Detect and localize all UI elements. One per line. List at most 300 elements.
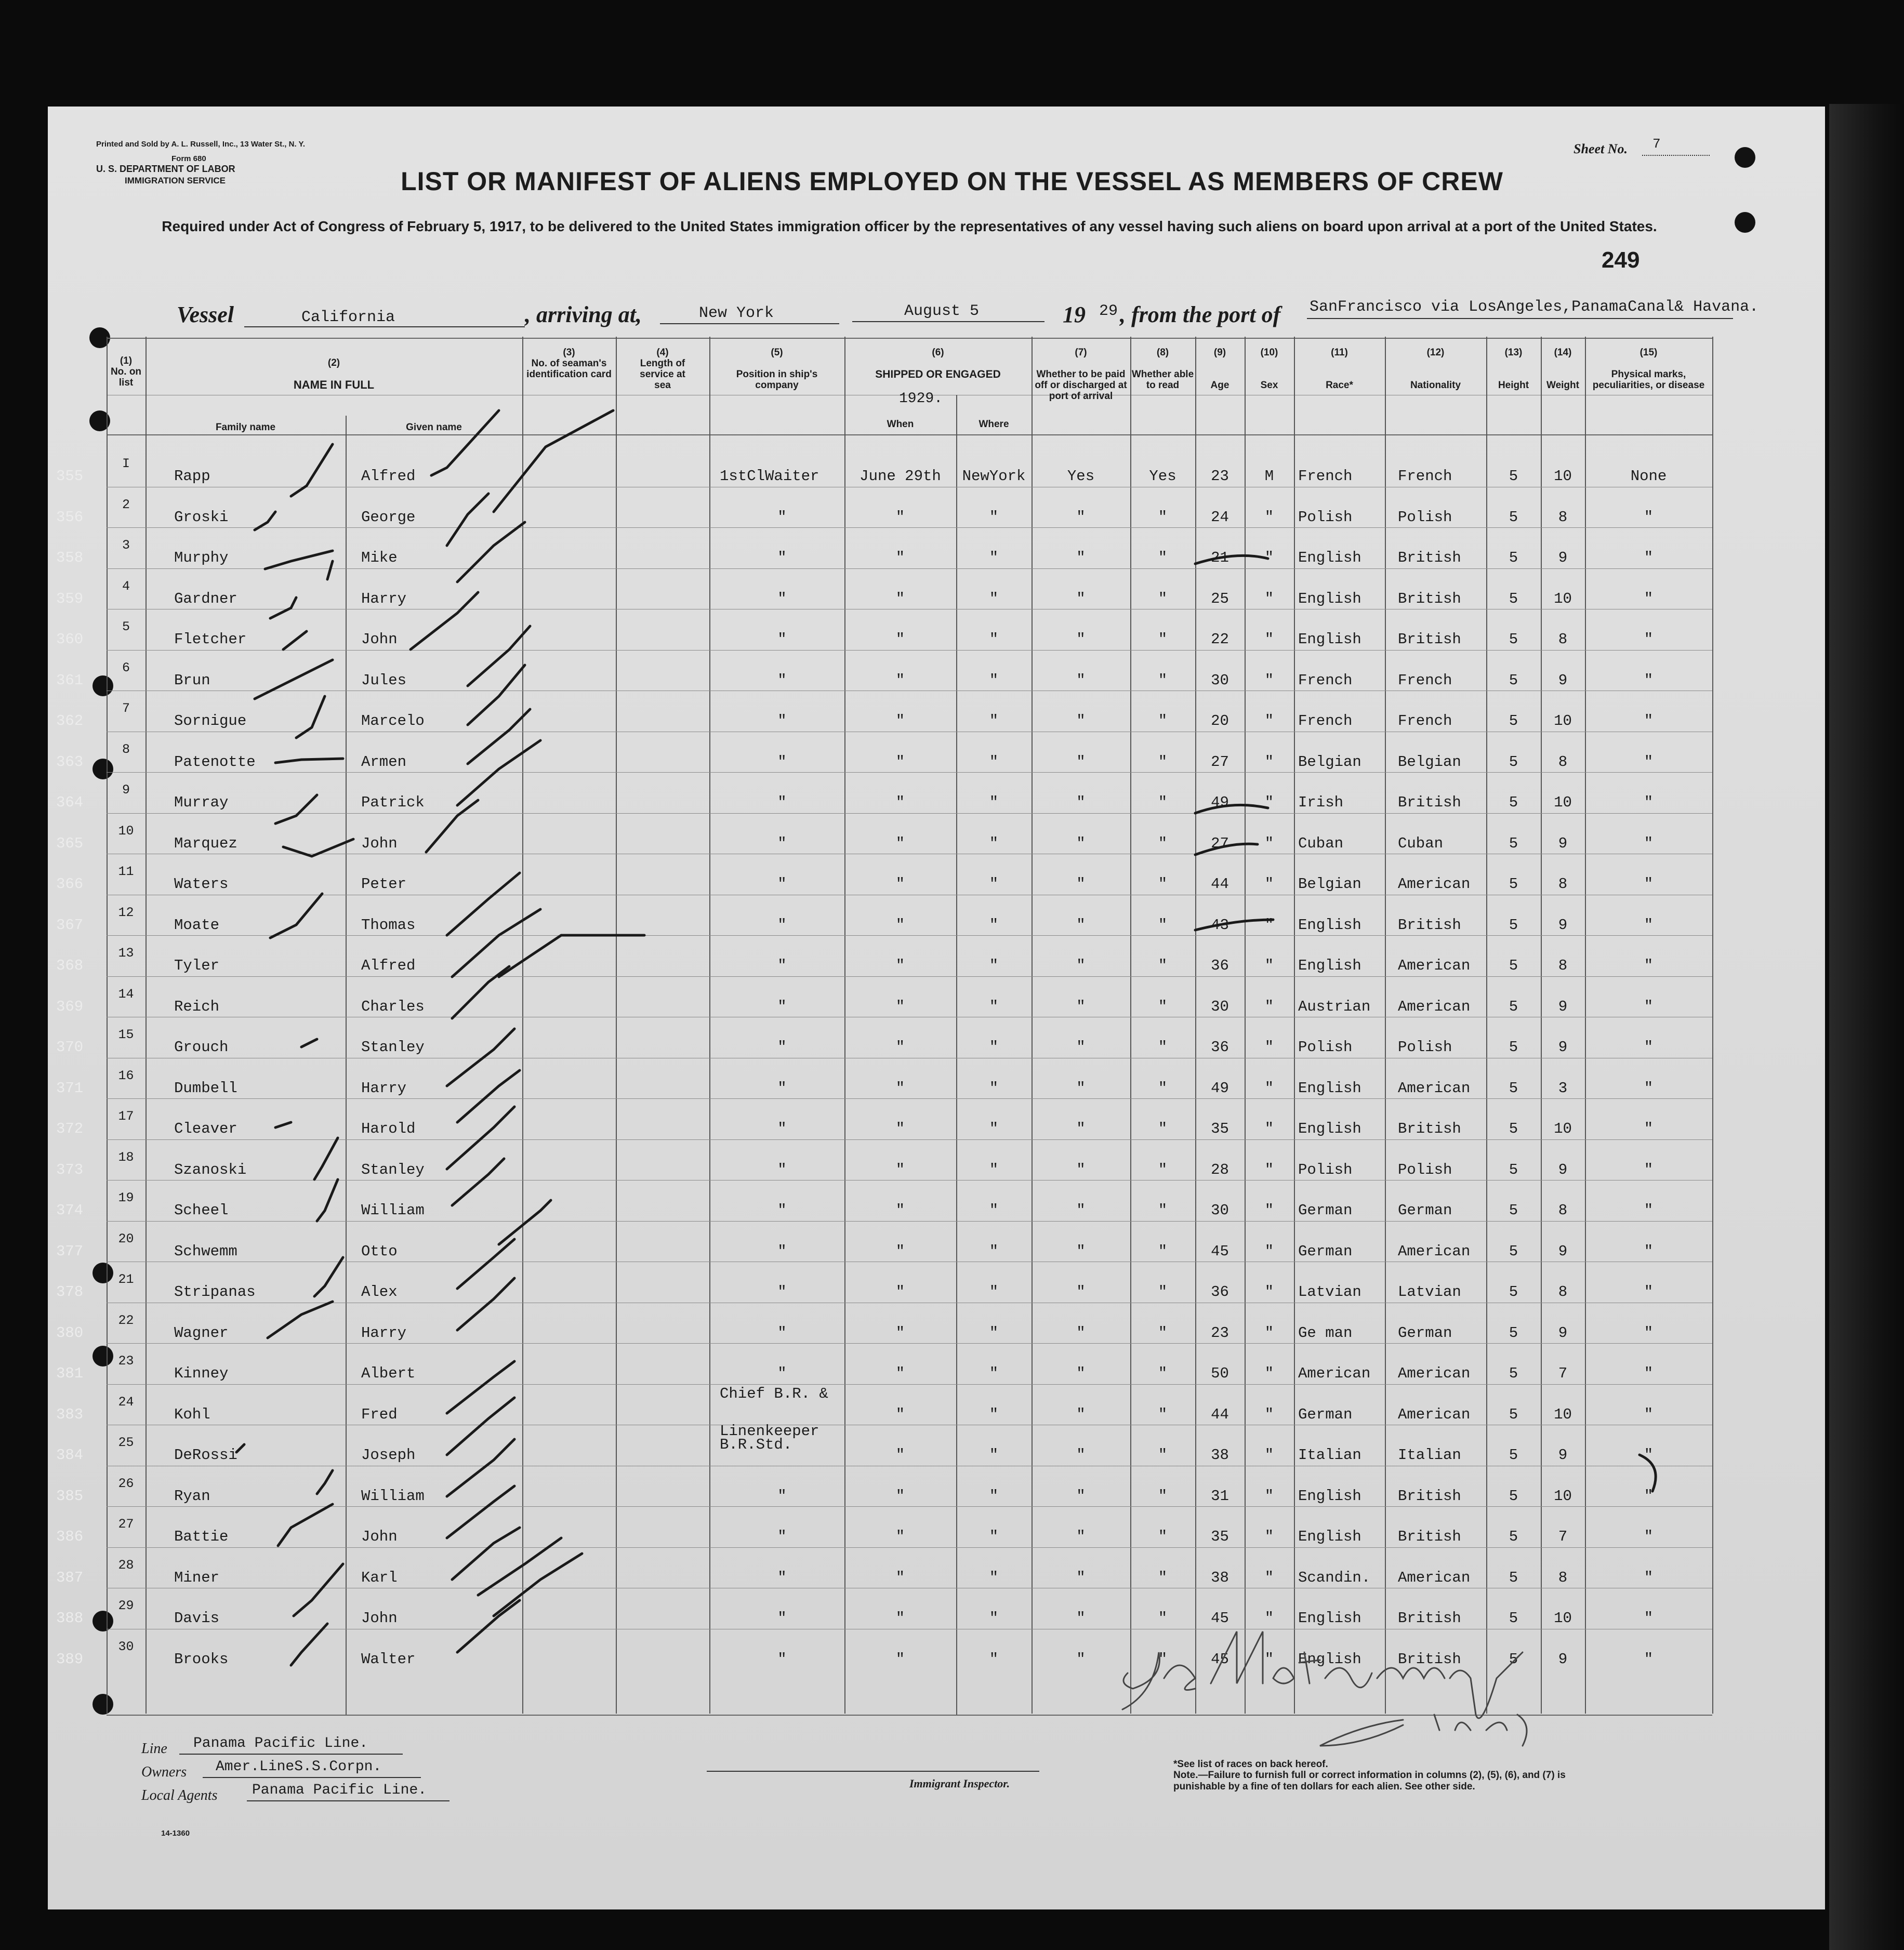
- row-17-family: Cleaver: [174, 1120, 237, 1137]
- row-10-height: 5: [1509, 835, 1518, 852]
- row-13-no: 13: [118, 946, 134, 961]
- row-3-read: ": [1158, 549, 1168, 566]
- row-6-when: ": [895, 672, 905, 689]
- row-4-position: ": [777, 590, 787, 607]
- row-8-where: ": [989, 753, 999, 771]
- check-mark: [275, 795, 317, 824]
- row-10-race: Cuban: [1298, 835, 1344, 852]
- row-5-where: ": [989, 631, 999, 648]
- row-24-read: ": [1158, 1406, 1168, 1423]
- row-19-position: ": [777, 1202, 787, 1219]
- row-20-given: Otto: [361, 1243, 398, 1260]
- row-4-family: Gardner: [174, 590, 237, 607]
- row-3-height: 5: [1509, 549, 1518, 566]
- row-9-when: ": [895, 794, 905, 811]
- footer-form-code: 14-1360: [161, 1829, 190, 1838]
- service-name: IMMIGRATION SERVICE: [125, 176, 226, 185]
- row-18-read: ": [1158, 1161, 1168, 1178]
- row-6-marks: ": [1644, 672, 1654, 689]
- row-2-height: 5: [1509, 509, 1518, 526]
- row-15-weight: 9: [1558, 1039, 1568, 1056]
- row-20-margin: 377: [56, 1243, 84, 1260]
- row-22-no: 22: [118, 1313, 134, 1328]
- row-9-paid: ": [1076, 794, 1086, 811]
- header-col3: (3) No. of seaman's identification card: [526, 347, 612, 380]
- check-mark: [236, 1444, 244, 1452]
- row-25-margin: 384: [56, 1447, 84, 1464]
- row-19-age: 30: [1211, 1202, 1229, 1219]
- row-22-where: ": [989, 1324, 999, 1342]
- row-1-no: I: [122, 456, 130, 471]
- row-25-weight: 9: [1558, 1447, 1568, 1464]
- row-1-given: Alfred: [361, 468, 416, 485]
- row-10-age: 27: [1211, 835, 1229, 852]
- row-21-given: Alex: [361, 1283, 398, 1301]
- row-3-weight: 9: [1558, 549, 1568, 566]
- row-27-family: Battie: [174, 1528, 229, 1545]
- row-4-when: ": [895, 590, 905, 607]
- row-10-position: ": [777, 835, 787, 852]
- row-29-marks: ": [1644, 1610, 1654, 1627]
- row-12-given: Thomas: [361, 917, 416, 934]
- row-10-when: ": [895, 835, 905, 852]
- row-8-margin: 363: [56, 753, 84, 771]
- row-19-race: German: [1298, 1202, 1353, 1219]
- check-mark: [457, 740, 540, 805]
- row-5-marks: ": [1644, 631, 1654, 648]
- row-10-read: ": [1158, 835, 1168, 852]
- row-7-position: ": [777, 712, 787, 729]
- row-5-age: 22: [1211, 631, 1229, 648]
- row-13-sex: ": [1264, 957, 1274, 974]
- row-14-nationality: American: [1398, 998, 1471, 1015]
- row-25-sex: ": [1264, 1447, 1274, 1464]
- row-5-weight: 8: [1558, 631, 1568, 648]
- row-27-age: 35: [1211, 1528, 1229, 1545]
- row-11-weight: 8: [1558, 875, 1568, 893]
- row-2-given: George: [361, 509, 416, 526]
- row-20-where: ": [989, 1243, 999, 1260]
- stamp-number: 249: [1602, 247, 1640, 273]
- row-16-given: Harry: [361, 1080, 407, 1097]
- row-4-given: Harry: [361, 590, 407, 607]
- row-29-race: English: [1298, 1610, 1361, 1627]
- row-7-where: ": [989, 712, 999, 729]
- row-30-read: ": [1158, 1651, 1168, 1668]
- row-17-read: ": [1158, 1120, 1168, 1137]
- row-17-height: 5: [1509, 1120, 1518, 1137]
- row-29-weight: 10: [1554, 1610, 1572, 1627]
- row-19-given: William: [361, 1202, 425, 1219]
- row-16-paid: ": [1076, 1080, 1086, 1097]
- row-16-where: ": [989, 1080, 999, 1097]
- row-19-margin: 374: [56, 1202, 84, 1219]
- row-23-marks: ": [1644, 1365, 1654, 1382]
- row-7-sex: ": [1264, 712, 1274, 729]
- row-12-sex: ": [1264, 917, 1274, 934]
- row-5-sex: ": [1264, 631, 1274, 648]
- row-24-when: ": [895, 1406, 905, 1423]
- row-3-paid: ": [1076, 549, 1086, 566]
- row-13-when: ": [895, 957, 905, 974]
- row-9-weight: 10: [1554, 794, 1572, 811]
- check-mark: [270, 894, 322, 938]
- row-24-given: Fred: [361, 1406, 398, 1423]
- row-28-marks: ": [1644, 1569, 1654, 1586]
- row-28-margin: 387: [56, 1569, 84, 1586]
- row-1-where: NewYork: [962, 468, 1026, 485]
- row-24-position-line2: Linenkeeper: [720, 1423, 819, 1440]
- printer-credit: Printed and Sold by A. L. Russell, Inc., 13 Water St., N. Y.: [96, 140, 306, 149]
- row-5-race: English: [1298, 631, 1361, 648]
- row-14-no: 14: [118, 987, 134, 1002]
- row-14-where: ": [989, 998, 999, 1015]
- row-14-weight: 9: [1558, 998, 1568, 1015]
- row-22-family: Wagner: [174, 1324, 229, 1342]
- row-2-paid: ": [1076, 509, 1086, 526]
- row-27-sex: ": [1264, 1528, 1274, 1545]
- row-24-sex: ": [1264, 1406, 1274, 1423]
- row-19-where: ": [989, 1202, 999, 1219]
- row-6-race: French: [1298, 672, 1353, 689]
- row-17-race: English: [1298, 1120, 1361, 1137]
- row-14-read: ": [1158, 998, 1168, 1015]
- row-18-height: 5: [1509, 1161, 1518, 1178]
- row-22-race: Ge man: [1298, 1324, 1353, 1342]
- row-14-height: 5: [1509, 998, 1518, 1015]
- row-16-marks: ": [1644, 1080, 1654, 1097]
- row-28-paid: ": [1076, 1569, 1086, 1586]
- row-8-marks: ": [1644, 753, 1654, 771]
- vessel-label: Vessel: [177, 302, 234, 327]
- row-27-weight: 7: [1558, 1528, 1568, 1545]
- age-tick: [1195, 555, 1268, 564]
- row-2-race: Polish: [1298, 509, 1353, 526]
- row-7-nationality: French: [1398, 712, 1452, 729]
- row-7-given: Marcelo: [361, 712, 425, 729]
- row-29-age: 45: [1211, 1610, 1229, 1627]
- row-24-nationality: American: [1398, 1406, 1471, 1423]
- row-28-read: ": [1158, 1569, 1168, 1586]
- row-30-when: ": [895, 1651, 905, 1668]
- check-mark: [255, 660, 333, 699]
- check-mark: [494, 1554, 582, 1616]
- row-28-position: ": [777, 1569, 787, 1586]
- row-29-family: Davis: [174, 1610, 220, 1627]
- row-22-weight: 9: [1558, 1324, 1568, 1342]
- row-4-marks: ": [1644, 590, 1654, 607]
- row-8-family: Patenotte: [174, 753, 256, 771]
- row-9-position: ": [777, 794, 787, 811]
- check-mark: [270, 598, 296, 618]
- header-col15: (15) Physical marks, peculiarities, or disease: [1592, 347, 1705, 391]
- row-7-family: Sornigue: [174, 712, 247, 729]
- row-19-weight: 8: [1558, 1202, 1568, 1219]
- arriving-label: , arriving at,: [525, 302, 642, 327]
- from-port-label: , from the port of: [1120, 302, 1281, 327]
- row-2-weight: 8: [1558, 509, 1568, 526]
- row-28-age: 38: [1211, 1569, 1229, 1586]
- row-11-marks: ": [1644, 875, 1654, 893]
- header-col1: (1) No. on list: [110, 355, 142, 388]
- row-23-weight: 7: [1558, 1365, 1568, 1382]
- row-29-position: ": [777, 1610, 787, 1627]
- row-24-race: German: [1298, 1406, 1353, 1423]
- row-9-where: ": [989, 794, 999, 811]
- row-25-no: 25: [118, 1435, 134, 1450]
- row-22-height: 5: [1509, 1324, 1518, 1342]
- row-22-marks: ": [1644, 1324, 1654, 1342]
- row-1-nationality: French: [1398, 468, 1452, 485]
- row-18-family: Szanoski: [174, 1161, 247, 1178]
- row-7-margin: 362: [56, 712, 84, 729]
- row-23-race: American: [1298, 1365, 1371, 1382]
- row-15-where: ": [989, 1039, 999, 1056]
- row-25-given: Joseph: [361, 1447, 416, 1464]
- row-14-when: ": [895, 998, 905, 1015]
- row-19-family: Scheel: [174, 1202, 229, 1219]
- row-8-read: ": [1158, 753, 1168, 771]
- check-mark: [268, 1302, 333, 1338]
- row-17-sex: ": [1264, 1120, 1274, 1137]
- row-23-nationality: American: [1398, 1365, 1471, 1382]
- row-2-position: ": [777, 509, 787, 526]
- row-9-given: Patrick: [361, 794, 425, 811]
- row-5-family: Fletcher: [174, 631, 247, 648]
- check-mark: [452, 966, 509, 1018]
- row-15-marks: ": [1644, 1039, 1654, 1056]
- row-13-margin: 368: [56, 957, 84, 974]
- row-7-no: 7: [122, 701, 130, 716]
- row-9-race: Irish: [1298, 794, 1344, 811]
- row-22-when: ": [895, 1324, 905, 1342]
- row-17-given: Harold: [361, 1120, 416, 1137]
- header-given-name: Given name: [406, 422, 462, 433]
- row-19-no: 19: [118, 1190, 134, 1205]
- row-2-nationality: Polish: [1398, 509, 1452, 526]
- header-family-name: Family name: [215, 422, 276, 433]
- check-mark: [447, 873, 520, 935]
- row-18-position: ": [777, 1161, 787, 1178]
- row-5-no: 5: [122, 619, 130, 634]
- check-mark: [468, 626, 530, 686]
- check-mark: [499, 935, 644, 977]
- row-27-position: ": [777, 1528, 787, 1545]
- row-6-given: Jules: [361, 672, 407, 689]
- row-23-position: ": [777, 1365, 787, 1382]
- row-1-position: 1stClWaiter: [720, 468, 819, 485]
- row-6-margin: 361: [56, 672, 84, 689]
- row-2-read: ": [1158, 509, 1168, 526]
- check-mark: [426, 800, 478, 852]
- row-10-family: Marquez: [174, 835, 237, 852]
- check-mark: [317, 1470, 333, 1494]
- row-13-age: 36: [1211, 957, 1229, 974]
- check-mark: [255, 512, 275, 530]
- row-15-sex: ": [1264, 1039, 1274, 1056]
- row-11-paid: ": [1076, 875, 1086, 893]
- row-29-when: ": [895, 1610, 905, 1627]
- row-1-race: French: [1298, 468, 1353, 485]
- row-24-margin: 383: [56, 1406, 84, 1423]
- row-1-weight: 10: [1554, 468, 1572, 485]
- row-4-age: 25: [1211, 590, 1229, 607]
- row-6-age: 30: [1211, 672, 1229, 689]
- row-2-sex: ": [1264, 509, 1274, 526]
- row-26-paid: ": [1076, 1488, 1086, 1505]
- row-3-where: ": [989, 549, 999, 566]
- row-19-read: ": [1158, 1202, 1168, 1219]
- row-16-position: ": [777, 1080, 787, 1097]
- row-25-race: Italian: [1298, 1447, 1361, 1464]
- row-24-marks: ": [1644, 1406, 1654, 1423]
- row-20-family: Schwemm: [174, 1243, 237, 1260]
- row-5-given: John: [361, 631, 398, 648]
- arrival-date: August 5: [904, 302, 980, 320]
- row-19-height: 5: [1509, 1202, 1518, 1219]
- row-4-nationality: British: [1398, 590, 1461, 607]
- row-20-paid: ": [1076, 1243, 1086, 1260]
- row-29-paid: ": [1076, 1610, 1086, 1627]
- row-11-nationality: American: [1398, 875, 1471, 893]
- row-15-family: Grouch: [174, 1039, 229, 1056]
- row-30-marks: ": [1644, 1651, 1654, 1668]
- row-13-weight: 8: [1558, 957, 1568, 974]
- row-11-when: ": [895, 875, 905, 893]
- header-col6: (6) SHIPPED OR ENGAGED: [875, 347, 1001, 380]
- row-30-where: ": [989, 1651, 999, 1668]
- row-5-nationality: British: [1398, 631, 1461, 648]
- row-4-no: 4: [122, 579, 130, 594]
- row-4-weight: 10: [1554, 590, 1572, 607]
- row-13-race: English: [1298, 957, 1361, 974]
- row-21-no: 21: [118, 1272, 134, 1287]
- row-5-position: ": [777, 631, 787, 648]
- vessel-name: California: [301, 309, 395, 326]
- row-27-where: ": [989, 1528, 999, 1545]
- row-22-sex: ": [1264, 1324, 1274, 1342]
- check-mark: [468, 665, 525, 725]
- row-30-position: ": [777, 1651, 787, 1668]
- row-20-position: ": [777, 1243, 787, 1260]
- row-7-read: ": [1158, 712, 1168, 729]
- row-17-when: ": [895, 1120, 905, 1137]
- row-16-read: ": [1158, 1080, 1168, 1097]
- row-8-weight: 8: [1558, 753, 1568, 771]
- header-col9: (9) Age: [1210, 347, 1229, 391]
- row-19-sex: ": [1264, 1202, 1274, 1219]
- row-24-paid: ": [1076, 1406, 1086, 1423]
- row-22-read: ": [1158, 1324, 1168, 1342]
- row-20-when: ": [895, 1243, 905, 1260]
- row-20-height: 5: [1509, 1243, 1518, 1260]
- row-27-nationality: British: [1398, 1528, 1461, 1545]
- row-2-age: 24: [1211, 509, 1229, 526]
- row-11-given: Peter: [361, 875, 407, 893]
- row-13-family: Tyler: [174, 957, 220, 974]
- row-5-paid: ": [1076, 631, 1086, 648]
- row-5-margin: 360: [56, 631, 84, 648]
- row-6-height: 5: [1509, 672, 1518, 689]
- row-6-no: 6: [122, 660, 130, 675]
- row-27-read: ": [1158, 1528, 1168, 1545]
- row-14-age: 30: [1211, 998, 1229, 1015]
- row-6-weight: 9: [1558, 672, 1568, 689]
- row-3-when: ": [895, 549, 905, 566]
- row-15-age: 36: [1211, 1039, 1229, 1056]
- row-13-given: Alfred: [361, 957, 416, 974]
- row-18-nationality: Polish: [1398, 1161, 1452, 1178]
- row-14-sex: ": [1264, 998, 1274, 1015]
- row-23-where: ": [989, 1365, 999, 1382]
- row-16-margin: 371: [56, 1080, 84, 1097]
- check-mark: [275, 759, 343, 763]
- row-18-margin: 373: [56, 1161, 84, 1178]
- row-6-paid: ": [1076, 672, 1086, 689]
- row-7-weight: 10: [1554, 712, 1572, 729]
- row-14-race: Austrian: [1298, 998, 1371, 1015]
- row-7-when: ": [895, 712, 905, 729]
- row-3-race: English: [1298, 549, 1361, 566]
- row-23-family: Kinney: [174, 1365, 229, 1382]
- row-15-height: 5: [1509, 1039, 1518, 1056]
- row-19-nationality: German: [1398, 1202, 1452, 1219]
- line-value: Panama Pacific Line.: [193, 1735, 368, 1752]
- row-27-height: 5: [1509, 1528, 1518, 1545]
- row-16-when: ": [895, 1080, 905, 1097]
- row-8-when: ": [895, 753, 905, 771]
- owners-label: Owners: [141, 1764, 187, 1780]
- row-2-when: ": [895, 509, 905, 526]
- row-8-race: Belgian: [1298, 753, 1361, 771]
- row-10-nationality: Cuban: [1398, 835, 1444, 852]
- row-16-race: English: [1298, 1080, 1361, 1097]
- row-4-margin: 359: [56, 590, 84, 607]
- row-11-no: 11: [118, 864, 134, 879]
- row-29-where: ": [989, 1610, 999, 1627]
- row-27-when: ": [895, 1528, 905, 1545]
- row-13-where: ": [989, 957, 999, 974]
- departure-port: SanFrancisco via LosAngeles,PanamaCanal& Havana.: [1310, 298, 1759, 316]
- row-16-family: Dumbell: [174, 1080, 237, 1097]
- row-14-paid: ": [1076, 998, 1086, 1015]
- local-agents-value: Panama Pacific Line.: [252, 1782, 427, 1798]
- row-28-race: Scandin.: [1298, 1569, 1371, 1586]
- row-9-family: Murray: [174, 794, 229, 811]
- check-mark: [447, 1439, 514, 1496]
- row-26-age: 31: [1211, 1488, 1229, 1505]
- header-col13: (13) Height: [1498, 347, 1529, 391]
- row-10-margin: 365: [56, 835, 84, 852]
- row-12-age: 43: [1211, 917, 1229, 934]
- row-21-where: ": [989, 1283, 999, 1301]
- row-18-race: Polish: [1298, 1161, 1353, 1178]
- row-30-race: English: [1298, 1651, 1361, 1668]
- row-18-given: Stanley: [361, 1161, 425, 1178]
- row-24-height: 5: [1509, 1406, 1518, 1423]
- row-1-age: 23: [1211, 468, 1229, 485]
- row-11-where: ": [989, 875, 999, 893]
- header-when: When: [887, 419, 914, 430]
- row-30-no: 30: [118, 1639, 134, 1654]
- row-17-position: ": [777, 1120, 787, 1137]
- row-12-read: ": [1158, 917, 1168, 934]
- check-mark: [447, 494, 488, 546]
- row-9-read: ": [1158, 794, 1168, 811]
- row-30-paid: ": [1076, 1651, 1086, 1668]
- row-11-height: 5: [1509, 875, 1518, 893]
- row-11-age: 44: [1211, 875, 1229, 893]
